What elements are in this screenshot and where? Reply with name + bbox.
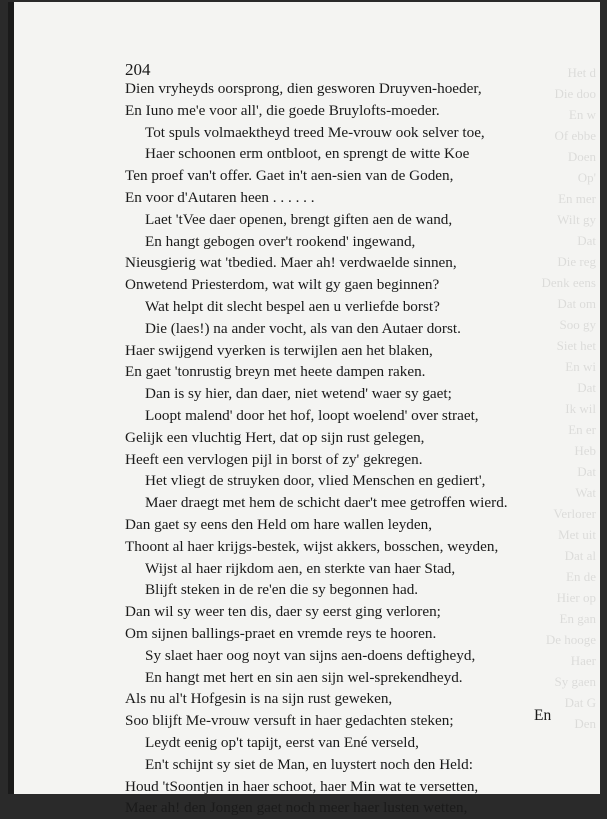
bleed-through-line: Op' <box>577 170 596 185</box>
bleed-through-line: Dat al <box>564 548 596 563</box>
book-page <box>8 2 600 817</box>
poem-line: Die (laes!) na ander vocht, als van den Autaer dorst. <box>145 319 461 337</box>
bleed-through-line: Verlorer <box>553 506 596 521</box>
bleed-through-line: Wilt gy <box>557 212 596 227</box>
poem-line: Haer schoonen erm ontbloot, en sprengt de witte Koe <box>145 145 470 163</box>
poem-line: En voor d'Autaren heen . . . . . . <box>125 188 315 206</box>
bleed-through-line: Hier op <box>556 590 596 605</box>
poem-line: Het vliegt de struyken door, vlied Menschen en gediert', <box>145 472 486 490</box>
bleed-through-line: Wat <box>575 485 596 500</box>
poem-line: Om sijnen ballings-praet en vremde reys te hooren. <box>125 624 437 642</box>
poem-line: Wijst al haer rijkdom aen, en sterkte van haer Stad, <box>145 559 456 577</box>
poem-line: Leydt eenig op't tapijt, eerst van Ené verseld, <box>145 733 419 751</box>
poem-line: Heeft een vervlogen pijl in borst of zy' gekregen. <box>125 450 423 468</box>
poem-line: Dien vryheyds oorsprong, dien gesworen Druyven-hoeder, <box>125 80 482 97</box>
poem-line: Maer ah! den Jongen gaet noch meer haer lusten wetten, <box>125 799 468 817</box>
bleed-through-line: En mer <box>558 191 596 206</box>
poem-line: Nieusgierig wat 'tbedied. Maer ah! verdwaelde sinnen, <box>125 254 457 272</box>
bleed-through-line: Dat G <box>564 695 596 710</box>
bleed-through-line: Siet het <box>556 338 596 353</box>
poem-line: En hangt met hert en sin aen sijn wel-sprekendheyd. <box>145 668 463 686</box>
catchword: En <box>534 707 552 724</box>
poem-line: Onwetend Priesterdom, wat wilt gy gaen beginnen? <box>125 276 440 294</box>
poem-line: Laet 'tVee daer openen, brengt giften aen de wand, <box>145 210 453 228</box>
bleed-through-line: Dat om <box>557 296 596 311</box>
poem-line: Gelijk een vluchtig Hert, dat op sijn rust gelegen, <box>125 428 425 446</box>
poem-line: Tot spuls volmaektheyd treed Me-vrouw ook selver toe, <box>145 123 485 141</box>
poem-line: Ten proef van't offer. Gaet in't aen-sien van de Goden, <box>125 167 454 185</box>
bleed-through-line: Doen <box>567 149 596 164</box>
poem-line: Blijft steken in de re'en die sy begonnen had. <box>145 581 419 599</box>
poem-line: Loopt malend' door het hof, loopt woelend' over straet, <box>145 406 479 424</box>
bleed-through-line: En wi <box>565 359 596 374</box>
poem-line: Wat helpt dit slecht bespel aen u verliefde borst? <box>145 297 440 315</box>
poem-line: Houd 'tSoontjen in haer schoot, haer Min wat te versetten, <box>125 777 479 795</box>
bleed-through-line: Soo gy <box>559 317 596 332</box>
poem-line: Soo blijft Me-vrouw versuft in haer gedachten steken; <box>125 712 454 730</box>
bleed-through-line: De hooge <box>545 632 596 647</box>
poem-line: Haer swijgend vyerken is terwijlen aen het blaken, <box>125 341 433 359</box>
bleed-through-line: Die reg <box>557 254 596 269</box>
bleed-through-line: Den <box>574 716 596 731</box>
bleed-through-line: Dat <box>577 464 596 479</box>
bleed-through-line: Met uit <box>558 527 596 542</box>
poem-line: En gaet 'tonrustig breyn met heete dampen raken. <box>125 363 426 381</box>
poem-line: Dan is sy hier, dan daer, niet wetend' waer sy gaet; <box>145 385 452 403</box>
bleed-through-line: Die doo <box>554 86 596 101</box>
poem-line: En Iuno me'e voor all', die goede Bruylofts-moeder. <box>125 101 440 119</box>
poem-text <box>125 78 565 819</box>
poem-line: Als nu al't Hofgesin is na sijn rust geweken, <box>125 690 393 708</box>
bleed-through-line: Of ebbe <box>554 128 596 143</box>
bleed-through-line: Dat <box>577 380 596 395</box>
bleed-through-line: Dat <box>577 233 596 248</box>
poem-line: Maer draegt met hem de schicht daer't mee getroffen wierd. <box>145 494 508 512</box>
bleed-through-line: Denk eens <box>541 275 596 290</box>
bleed-through-line: Heb <box>574 443 596 458</box>
bleed-through-line: En de <box>566 569 596 584</box>
poem-line: En hangt gebogen over't rookend' ingewand, <box>145 232 416 250</box>
poem-line: Dan wil sy weer ten dis, daer sy eerst ging verloren; <box>125 603 441 621</box>
bleed-through-line: En gan <box>559 611 596 626</box>
bleed-through-line: En er <box>568 422 596 437</box>
bleed-through-line: Sy gaen <box>554 674 596 689</box>
poem-line: Thoont al haer krijgs-bestek, wijst akkers, bosschen, weyden, <box>125 537 499 555</box>
bleed-through-line: Ik wil <box>565 401 596 416</box>
bleed-through-line: En w <box>568 107 596 122</box>
bleed-through-line: Haer <box>570 653 596 668</box>
poem-line: Dan gaet sy eens den Held om hare wallen leyden, <box>125 515 433 533</box>
page-number: 204 <box>125 60 151 79</box>
poem-line: En't schijnt sy siet de Man, en luystert noch den Held: <box>145 755 473 773</box>
bleed-through-line: Het d <box>567 65 596 80</box>
poem-line: Sy slaet haer oog noyt van sijns aen-doens deftigheyd, <box>145 646 476 664</box>
